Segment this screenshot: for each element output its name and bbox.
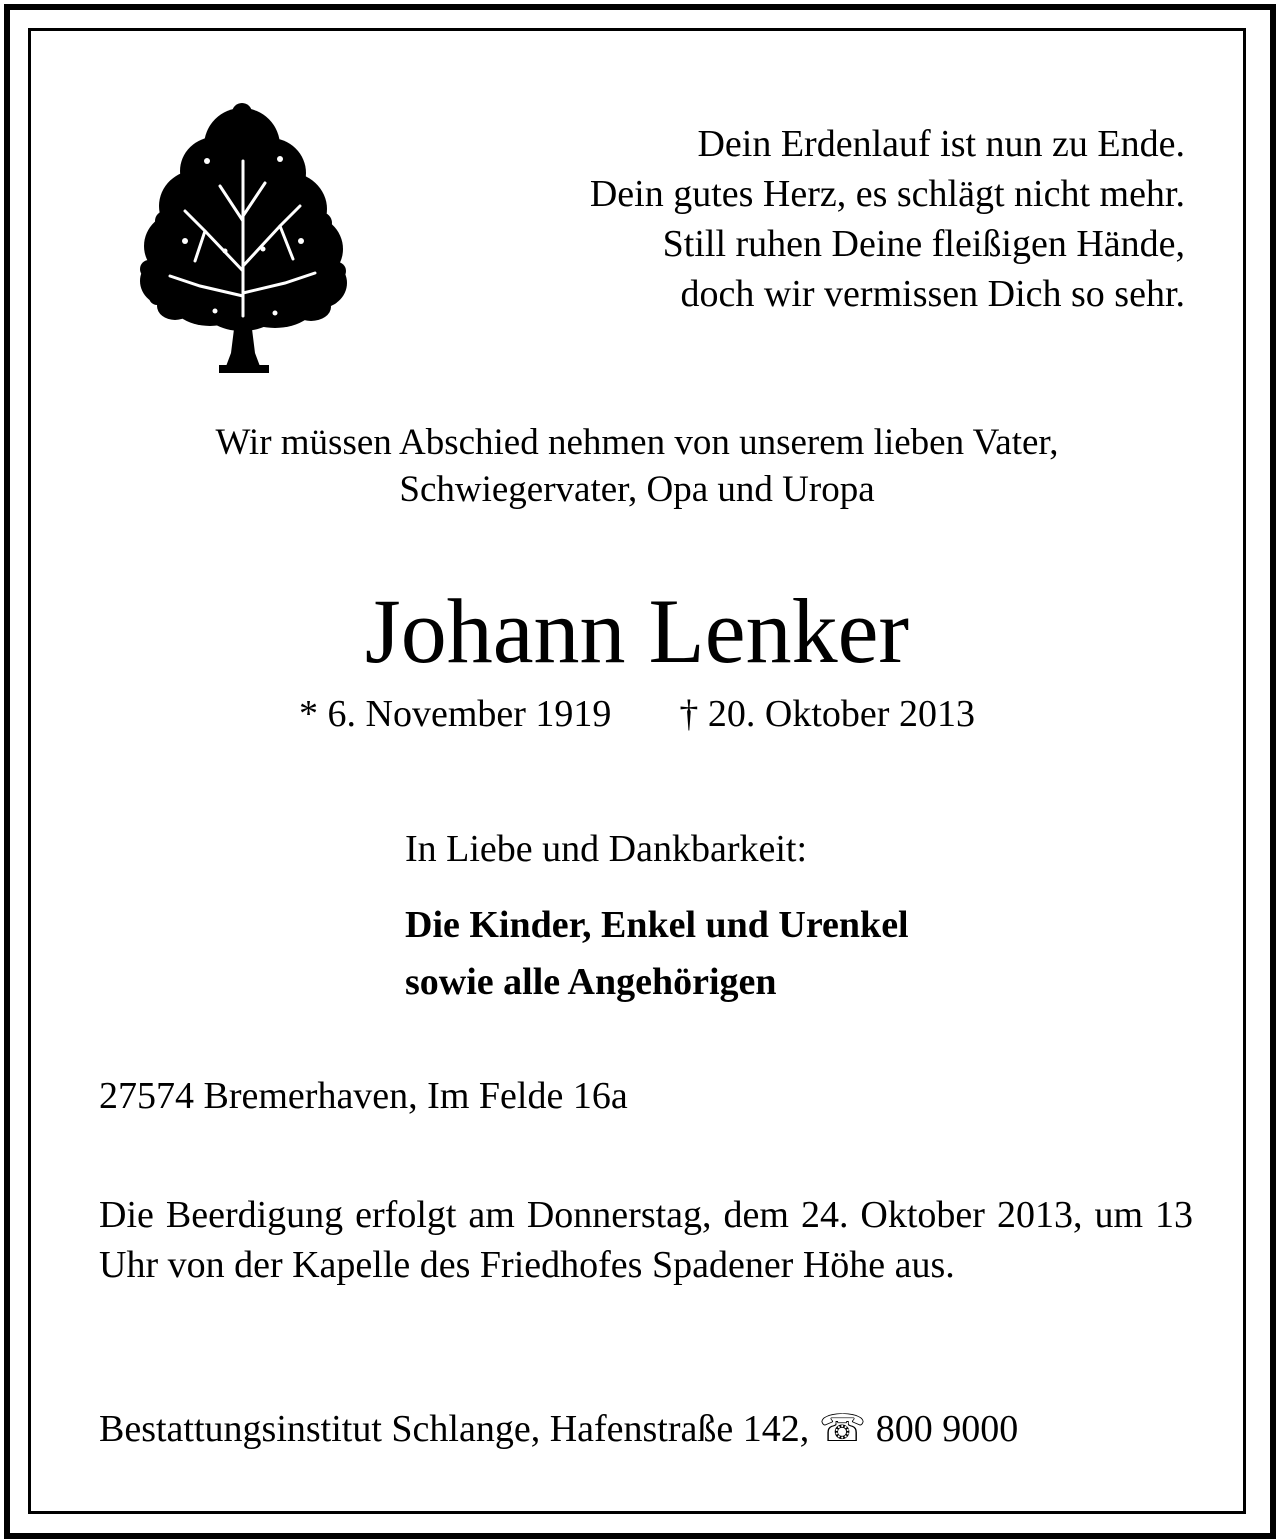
death-date: † 20. Oktober 2013 xyxy=(679,693,975,735)
family-address: 27574 Bremerhaven, Im Felde 16a xyxy=(99,1075,628,1117)
farewell-intro-line: Schwiegervater, Opa und Uropa xyxy=(399,469,875,510)
obituary-inner-frame xyxy=(28,28,1246,1514)
undertaker-contact: Bestattungsinstitut Schlange, Hafenstraße 142, ☏ 800 9000 xyxy=(99,1408,1019,1450)
poem-line: Dein Erdenlauf ist nun zu Ende. xyxy=(697,123,1185,165)
mourners-list xyxy=(405,897,909,1011)
poem-line: Dein gutes Herz, es schlägt nicht mehr. xyxy=(589,173,1185,215)
poem xyxy=(425,119,1185,319)
obituary-outer-frame xyxy=(4,4,1276,1539)
funeral-notice: Die Beerdigung erfolgt am Donnerstag, dem 24. Oktober 2013, um 13 Uhr von der Kapelle des Friedhofes Spadener Höhe aus. xyxy=(99,1194,1193,1286)
tree-icon xyxy=(135,101,350,376)
farewell-intro xyxy=(31,419,1243,513)
farewell-intro-line: Wir müssen Abschied nehmen von unserem lieben Vater, xyxy=(215,422,1059,463)
poem-line: Still ruhen Deine fleißigen Hände, xyxy=(662,223,1185,265)
poem-line: doch wir vermissen Dich so sehr. xyxy=(680,273,1185,315)
life-dates xyxy=(31,689,1243,739)
deceased-name: Johann Lenker xyxy=(364,580,910,682)
mourners-line: sowie alle Angehörigen xyxy=(405,961,777,1003)
thanks-line: In Liebe und Dankbarkeit: xyxy=(405,828,808,870)
mourners-line: Die Kinder, Enkel und Urenkel xyxy=(405,904,909,946)
birth-date: * 6. November 1919 xyxy=(299,693,612,735)
